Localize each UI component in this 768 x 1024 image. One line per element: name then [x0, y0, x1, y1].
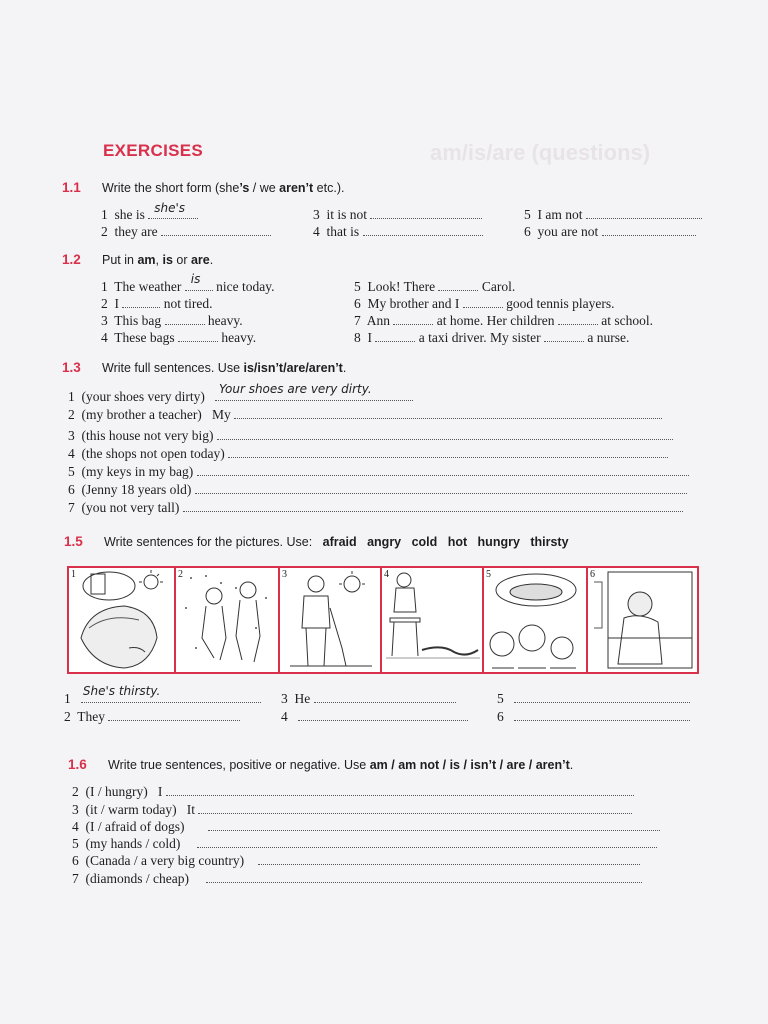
picture-panel	[484, 568, 588, 672]
answer-field[interactable]	[161, 223, 271, 236]
answer-field[interactable]	[206, 870, 642, 883]
exercise-item: 6 you are not	[524, 223, 696, 240]
exercise-item: 2 I not tired.	[101, 296, 213, 311]
exercise-instruction: Write the short form (she’s / we aren’t etc.).	[102, 181, 345, 195]
hungry-family-illustration	[484, 568, 586, 672]
answer-field[interactable]	[178, 329, 218, 342]
exercise-item: 4	[281, 708, 468, 725]
answer-field[interactable]	[586, 206, 702, 219]
picture-panel	[69, 568, 176, 672]
panel-number: 4	[384, 569, 389, 580]
exercise-item: 5 I am not	[524, 206, 702, 223]
answer-field[interactable]	[438, 278, 478, 291]
exercise-item: 2 (I / hungry) I	[72, 783, 634, 800]
thirsty-woman-illustration	[69, 568, 174, 672]
exercise-item: 2 they are	[101, 223, 271, 240]
exercise-item: 6	[497, 708, 690, 725]
answer-field[interactable]	[314, 690, 456, 703]
exercise-item: 1 She's thirsty.	[64, 690, 261, 707]
exercise-item: 1 (your shoes very dirty) Your shoes are very dirty.	[68, 388, 413, 405]
exercise-item: 3 This bag heavy.	[101, 313, 243, 328]
exercise-item: 6 (Canada / a very big country)	[72, 852, 640, 869]
exercise-item: 4 These bags heavy.	[101, 330, 257, 345]
answer-field[interactable]	[198, 801, 632, 814]
answer-field[interactable]	[195, 481, 687, 494]
exercise-item: 7 Ann at home. Her children at school.	[354, 313, 653, 328]
exercise-instruction: Write sentences for the pictures. Use: afraid angry cold hot hungry thirsty	[104, 535, 569, 549]
exercise-item: 2 (my brother a teacher) My	[68, 406, 662, 423]
picture-panel	[588, 568, 697, 672]
answer-field[interactable]	[208, 818, 660, 831]
answer-field[interactable]	[463, 295, 503, 308]
answer-field[interactable]	[602, 223, 696, 236]
exercise-number: 1.5	[64, 534, 83, 549]
answer-field[interactable]	[197, 835, 657, 848]
picture-strip	[67, 566, 699, 674]
answer-field[interactable]	[258, 852, 640, 865]
panel-number: 2	[178, 569, 183, 580]
panel-number: 6	[590, 569, 595, 580]
answer-field[interactable]: she's	[148, 206, 198, 219]
answer-field[interactable]	[514, 690, 690, 703]
panel-number: 3	[282, 569, 287, 580]
afraid-man-illustration	[382, 568, 482, 672]
answer-field[interactable]	[217, 427, 673, 440]
exercises-title: EXERCISES	[103, 141, 204, 160]
angry-woman-illustration	[588, 568, 695, 672]
exercise-number: 1.6	[68, 757, 87, 772]
cold-people-illustration	[176, 568, 278, 672]
answer-field[interactable]	[298, 708, 468, 721]
answer-field[interactable]	[370, 206, 482, 219]
exercise-item: 4 that is	[313, 223, 483, 240]
answer-field[interactable]	[558, 312, 598, 325]
exercise-instruction: Write full sentences. Use is/isn’t/are/aren’t.	[102, 361, 347, 375]
exercise-item: 5 (my keys in my bag)	[68, 463, 689, 480]
answer-field[interactable]: Your shoes are very dirty.	[215, 388, 413, 401]
answer-field[interactable]	[183, 499, 683, 512]
answer-field[interactable]	[375, 329, 415, 342]
exercise-item: 7 (diamonds / cheap)	[72, 870, 642, 887]
exercise-item: 2 They	[64, 708, 240, 725]
exercise-item: 4 (I / afraid of dogs)	[72, 818, 660, 835]
answer-field[interactable]	[514, 708, 690, 721]
exercise-item: 5 Look! There Carol.	[354, 279, 516, 294]
exercise-item: 6 My brother and I good tennis players.	[354, 296, 615, 311]
answer-field[interactable]: She's thirsty.	[81, 690, 261, 703]
exercise-item: 5	[497, 690, 690, 707]
exercise-instruction: Write true sentences, positive or negative. Use am / am not / is / isn’t / are / aren’t.	[108, 758, 574, 772]
exercise-item: 6 (Jenny 18 years old)	[68, 481, 687, 498]
panel-number: 1	[71, 569, 76, 580]
exercise-number: 1.1	[62, 180, 81, 195]
answer-field[interactable]	[363, 223, 483, 236]
exercise-item: 1 she is she's	[101, 206, 198, 223]
exercise-item: 7 (you not very tall)	[68, 499, 683, 516]
answer-field[interactable]	[165, 312, 205, 325]
answer-field[interactable]	[228, 445, 668, 458]
hot-man-illustration	[280, 568, 380, 672]
bleed-through-text: am/is/are (questions)	[430, 140, 651, 165]
exercise-item: 3 (it / warm today) It	[72, 801, 632, 818]
answer-field[interactable]	[234, 406, 662, 419]
panel-number: 5	[486, 569, 491, 580]
picture-panel	[176, 568, 280, 672]
exercise-item: 5 (my hands / cold)	[72, 835, 657, 852]
exercise-item: 8 I a taxi driver. My sister a nurse.	[354, 330, 630, 345]
answer-field[interactable]	[122, 295, 160, 308]
answer-field[interactable]	[108, 708, 240, 721]
answer-field[interactable]	[166, 783, 634, 796]
answer-field[interactable]	[393, 312, 433, 325]
exercise-number: 1.3	[62, 360, 81, 375]
exercise-item: 3 (this house not very big)	[68, 427, 673, 444]
answer-field[interactable]	[197, 463, 689, 476]
exercise-instruction: Put in am, is or are.	[102, 253, 214, 267]
answer-field[interactable]	[544, 329, 584, 342]
picture-panel	[382, 568, 484, 672]
picture-panel	[280, 568, 382, 672]
exercise-item: 4 (the shops not open today)	[68, 445, 668, 462]
exercise-item: 1 The weather is nice today.	[101, 272, 275, 294]
answer-field[interactable]: is	[185, 278, 213, 291]
exercise-item: 3 He	[281, 690, 456, 707]
exercise-item: 3 it is not	[313, 206, 482, 223]
exercise-number: 1.2	[62, 252, 81, 267]
